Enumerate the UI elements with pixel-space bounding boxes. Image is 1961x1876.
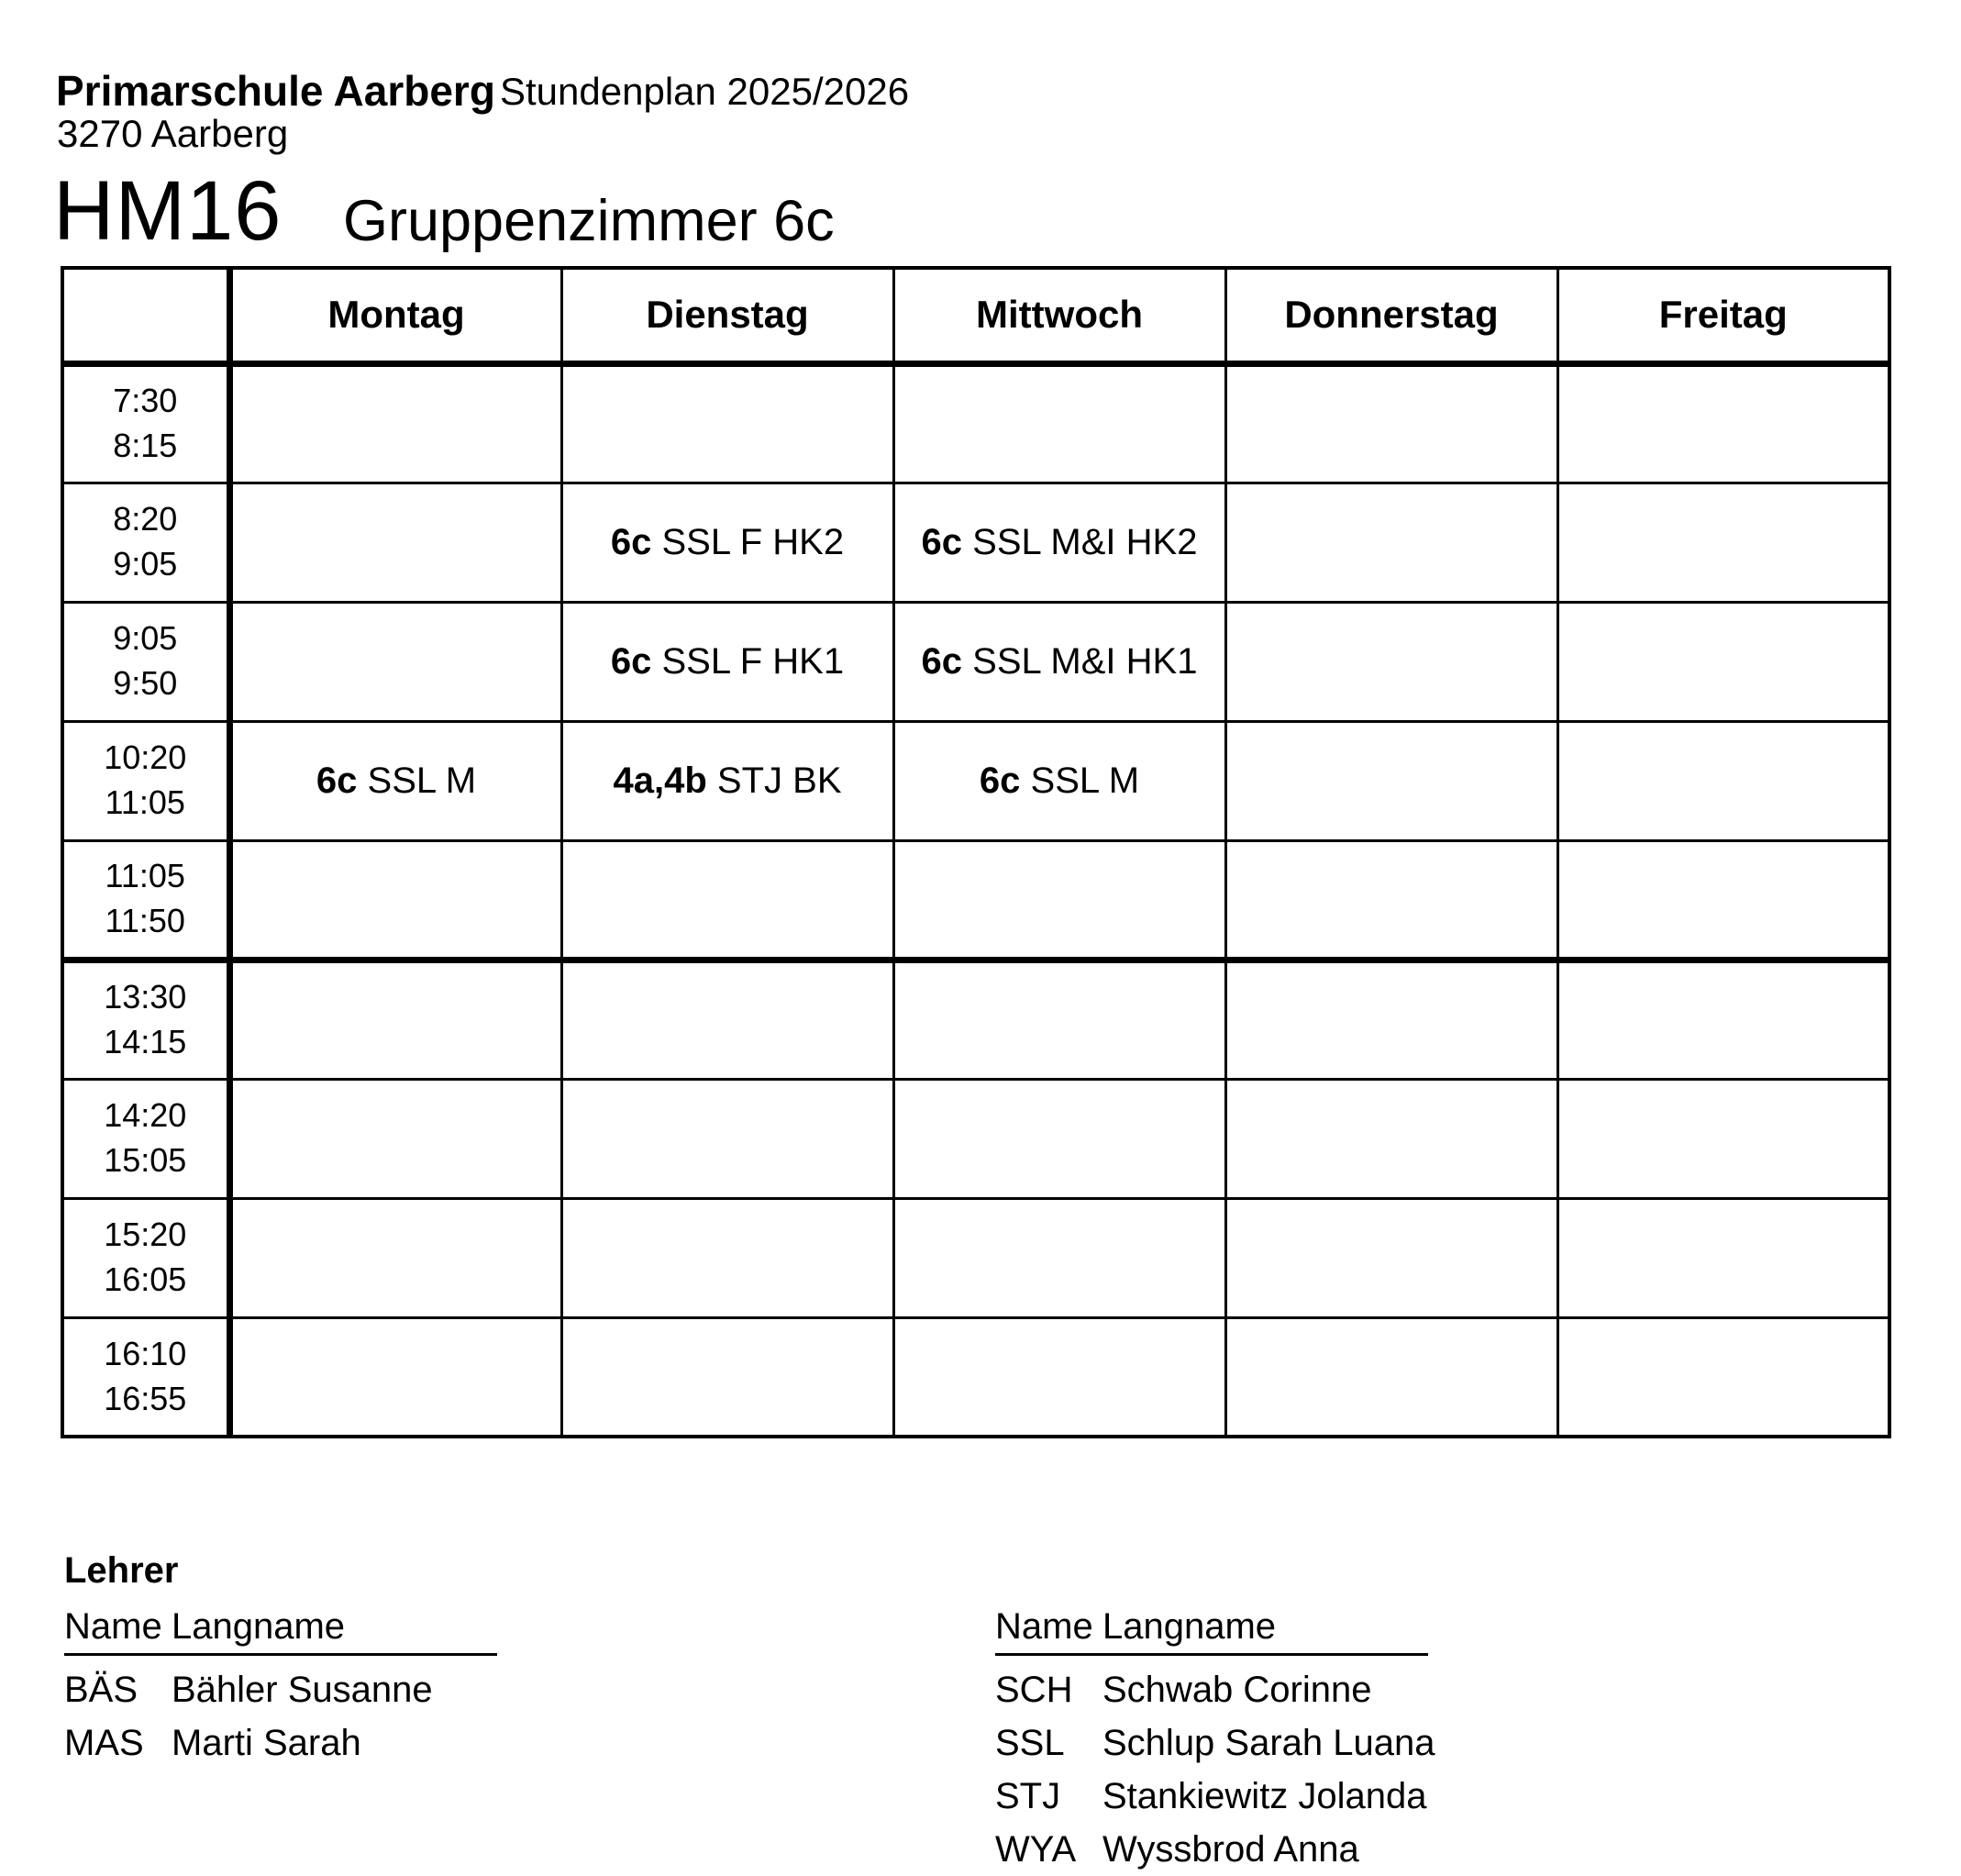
lesson-detail: STJ BK (706, 760, 842, 801)
empty-cell (229, 1198, 561, 1317)
empty-cell (561, 363, 893, 483)
legend-block-right (995, 1606, 1435, 1876)
day-header-row (62, 268, 1889, 363)
empty-cell (1225, 363, 1557, 483)
teacher-code: STJ (995, 1776, 1061, 1816)
empty-cell (229, 840, 561, 960)
legend-row (995, 1663, 1435, 1716)
empty-cell (561, 1317, 893, 1437)
teacher-name: Wyssbrod Anna (1102, 1829, 1359, 1870)
page-header (0, 0, 1961, 266)
lesson-group: 6c (610, 640, 652, 682)
empty-cell (1225, 840, 1557, 960)
legend-col-langname: Langname (172, 1606, 346, 1647)
lesson-group: 6c (921, 640, 963, 682)
timetable-row (62, 960, 1889, 1079)
teacher-name: Schlup Sarah Luana (1102, 1723, 1435, 1763)
legend-row (995, 1823, 1435, 1876)
legend-row (995, 1716, 1435, 1770)
time-cell: 10:20 11:05 (62, 721, 229, 840)
legend-col-langname: Langname (1102, 1606, 1277, 1647)
time-cell: 16:10 16:55 (62, 1317, 229, 1437)
lesson-detail: SSL F HK1 (651, 640, 845, 682)
timetable-row (62, 1198, 1889, 1317)
teacher-code: SSL (995, 1723, 1065, 1763)
teacher-code: SCH (995, 1670, 1073, 1710)
lesson-detail: SSL M (357, 760, 477, 801)
empty-cell (229, 960, 561, 1079)
empty-cell (1557, 363, 1889, 483)
teacher-code: BÄS (64, 1670, 138, 1710)
teacher-legend (64, 1550, 1961, 1876)
lesson-cell (893, 721, 1225, 840)
empty-cell (229, 602, 561, 721)
legend-title: Lehrer (64, 1550, 179, 1591)
empty-cell (1225, 1198, 1557, 1317)
lesson-group: 4a,4b (613, 760, 707, 801)
timetable-row (62, 721, 1889, 840)
empty-cell (561, 960, 893, 1079)
timetable (61, 266, 1891, 1438)
time-cell: 13:30 14:15 (62, 960, 229, 1079)
teacher-name: Schwab Corinne (1102, 1670, 1372, 1710)
empty-cell (229, 1079, 561, 1198)
lesson-group: 6c (316, 760, 358, 801)
empty-cell (893, 960, 1225, 1079)
legend-header (995, 1606, 1428, 1656)
school-name: Primarschule Aarberg (56, 67, 495, 115)
empty-cell (229, 483, 561, 602)
empty-cell (561, 1198, 893, 1317)
lesson-group: 6c (610, 521, 652, 562)
timetable-row (62, 483, 1889, 602)
empty-cell (893, 363, 1225, 483)
empty-cell (1225, 483, 1557, 602)
legend-col-name: Name (64, 1606, 162, 1647)
lesson-group: 6c (921, 521, 963, 562)
lesson-cell (229, 721, 561, 840)
empty-cell (229, 1317, 561, 1437)
lesson-detail: SSL M&I HK2 (962, 521, 1198, 562)
legend-row (64, 1716, 995, 1770)
legend-row (64, 1663, 995, 1716)
lesson-group: 6c (979, 760, 1021, 801)
teacher-name: Stankiewitz Jolanda (1102, 1776, 1427, 1816)
time-cell: 15:20 16:05 (62, 1198, 229, 1317)
time-cell: 7:30 8:15 (62, 363, 229, 483)
room-name: Gruppenzimmer 6c (343, 189, 835, 253)
legend-header (64, 1606, 497, 1656)
empty-cell (893, 1079, 1225, 1198)
timetable-row (62, 1317, 1889, 1437)
empty-cell (1557, 1317, 1889, 1437)
empty-cell (1225, 721, 1557, 840)
day-header-freitag: Freitag (1557, 268, 1889, 363)
empty-cell (561, 1079, 893, 1198)
teacher-name: Bähler Susanne (172, 1670, 433, 1710)
lesson-detail: SSL M (1020, 760, 1140, 801)
teacher-name: Marti Sarah (172, 1723, 361, 1763)
time-cell: 9:05 9:50 (62, 602, 229, 721)
day-header-donnerstag: Donnerstag (1225, 268, 1557, 363)
empty-cell (893, 840, 1225, 960)
day-header-mittwoch: Mittwoch (893, 268, 1225, 363)
time-cell: 11:05 11:50 (62, 840, 229, 960)
legend-col-name: Name (995, 1606, 1093, 1647)
timetable-row (62, 363, 1889, 483)
room-code: HM16 (53, 164, 283, 258)
empty-cell (561, 840, 893, 960)
empty-cell (1557, 602, 1889, 721)
empty-cell (893, 1198, 1225, 1317)
legend-block-left (64, 1606, 995, 1876)
time-cell: 14:20 15:05 (62, 1079, 229, 1198)
plan-title: Stundenplan 2025/2026 (500, 70, 910, 113)
corner-cell (62, 268, 229, 363)
lesson-cell (561, 483, 893, 602)
day-header-montag: Montag (229, 268, 561, 363)
school-city: 3270 Aarberg (57, 112, 289, 155)
empty-cell (1557, 1198, 1889, 1317)
day-header-dienstag: Dienstag (561, 268, 893, 363)
empty-cell (1225, 1317, 1557, 1437)
lesson-cell (561, 721, 893, 840)
empty-cell (1557, 483, 1889, 602)
lesson-cell (893, 602, 1225, 721)
empty-cell (229, 363, 561, 483)
empty-cell (1225, 602, 1557, 721)
empty-cell (1557, 960, 1889, 1079)
empty-cell (1557, 1079, 1889, 1198)
empty-cell (1557, 840, 1889, 960)
lesson-detail: SSL M&I HK1 (962, 640, 1198, 682)
lesson-cell (561, 602, 893, 721)
timetable-row (62, 1079, 1889, 1198)
empty-cell (1225, 960, 1557, 1079)
teacher-code: WYA (995, 1829, 1077, 1870)
lesson-detail: SSL F HK2 (651, 521, 845, 562)
empty-cell (893, 1317, 1225, 1437)
teacher-code: MAS (64, 1723, 144, 1763)
timetable-row (62, 840, 1889, 960)
empty-cell (1557, 721, 1889, 840)
time-cell: 8:20 9:05 (62, 483, 229, 602)
timetable-row (62, 602, 1889, 721)
legend-row (995, 1770, 1435, 1823)
empty-cell (1225, 1079, 1557, 1198)
lesson-cell (893, 483, 1225, 602)
